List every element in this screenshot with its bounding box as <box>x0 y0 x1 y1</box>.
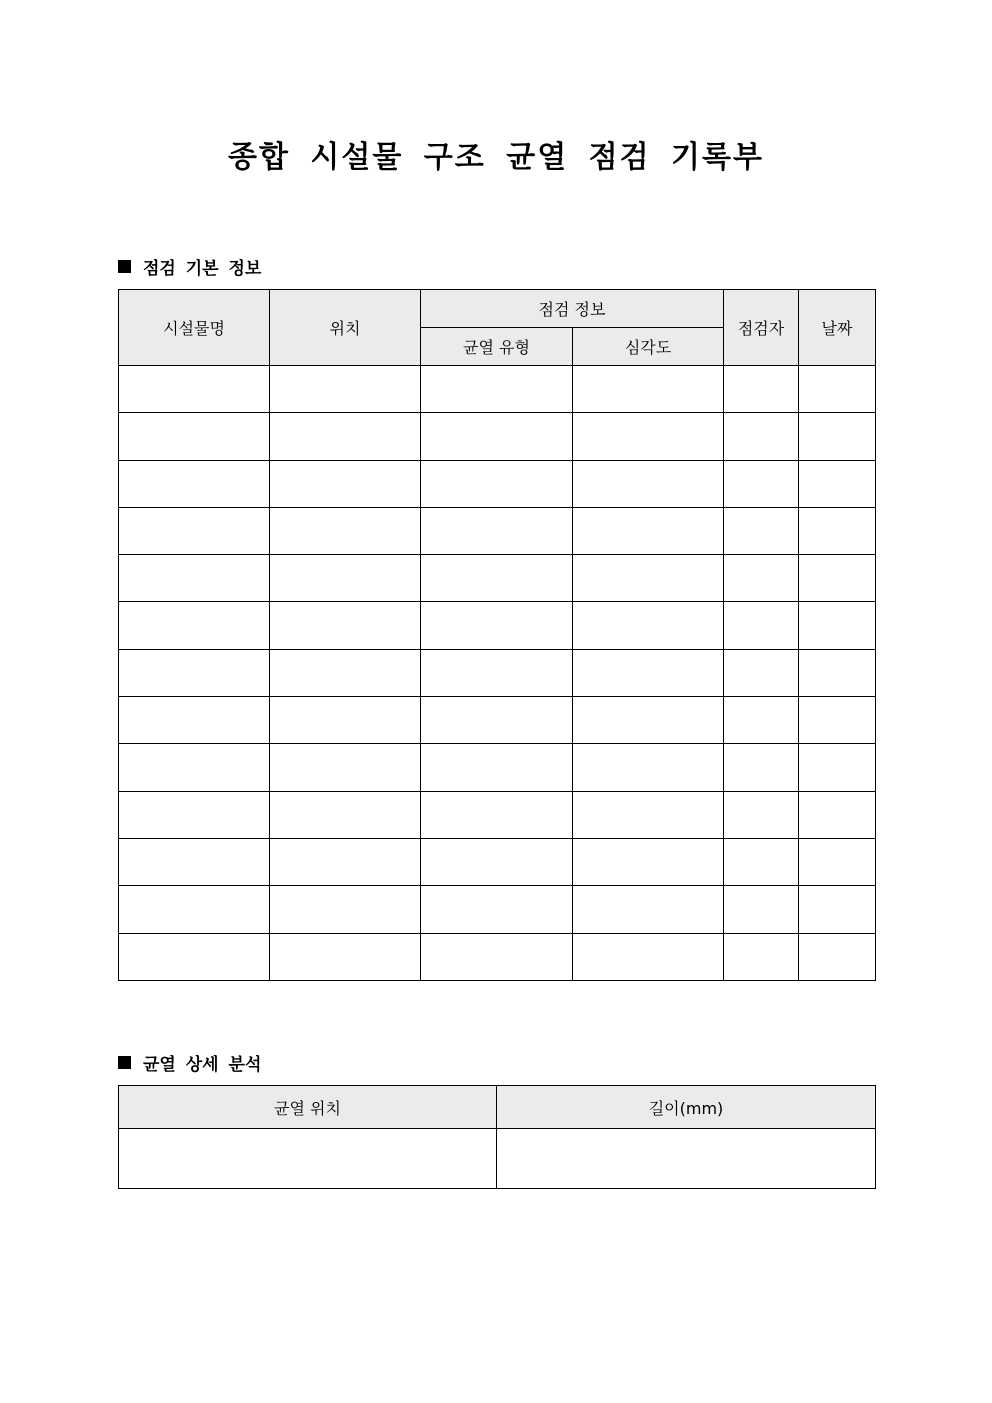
inspector-cell[interactable] <box>724 555 799 602</box>
section-heading-label: 점검 기본 정보 <box>143 259 262 279</box>
facility-name-cell[interactable] <box>119 649 270 696</box>
location-cell[interactable] <box>270 933 421 980</box>
date-cell[interactable] <box>799 838 876 885</box>
crack-type-cell[interactable] <box>421 744 573 791</box>
severity-cell[interactable] <box>573 555 724 602</box>
crack-type-cell[interactable] <box>421 649 573 696</box>
location-cell[interactable] <box>270 602 421 649</box>
page-title: 종합 시설물 구조 균열 점검 기록부 <box>228 140 764 175</box>
severity-cell[interactable] <box>573 838 724 885</box>
header-crack-type: 균열 유형 <box>421 328 573 366</box>
severity-cell[interactable] <box>573 744 724 791</box>
facility-name-cell[interactable] <box>119 933 270 980</box>
header-date: 날짜 <box>799 290 876 366</box>
crack-type-cell[interactable] <box>421 933 573 980</box>
section-heading-label: 균열 상세 분석 <box>143 1055 262 1075</box>
table-row <box>119 413 876 460</box>
inspector-cell[interactable] <box>724 838 799 885</box>
severity-cell[interactable] <box>573 886 724 933</box>
crack-type-cell[interactable] <box>421 838 573 885</box>
square-bullet-icon <box>118 1056 131 1069</box>
facility-name-cell[interactable] <box>119 413 270 460</box>
inspector-cell[interactable] <box>724 507 799 554</box>
header-location: 위치 <box>270 290 421 366</box>
header-facility-name: 시설물명 <box>119 290 270 366</box>
table-row <box>119 649 876 696</box>
date-cell[interactable] <box>799 555 876 602</box>
location-cell[interactable] <box>270 649 421 696</box>
square-bullet-icon <box>118 260 131 273</box>
facility-name-cell[interactable] <box>119 791 270 838</box>
table-row <box>119 791 876 838</box>
header-crack-location: 균열 위치 <box>119 1086 497 1129</box>
inspector-cell[interactable] <box>724 460 799 507</box>
severity-cell[interactable] <box>573 933 724 980</box>
table-row <box>119 366 876 413</box>
facility-name-cell[interactable] <box>119 697 270 744</box>
header-length-mm: 길이(mm) <box>497 1086 876 1129</box>
location-cell[interactable] <box>270 791 421 838</box>
severity-cell[interactable] <box>573 697 724 744</box>
crack-type-cell[interactable] <box>421 460 573 507</box>
table-row <box>119 697 876 744</box>
location-cell[interactable] <box>270 460 421 507</box>
crack-type-cell[interactable] <box>421 366 573 413</box>
section-heading-basic-info <box>118 254 261 279</box>
severity-cell[interactable] <box>573 602 724 649</box>
date-cell[interactable] <box>799 366 876 413</box>
length-cell[interactable] <box>497 1129 876 1189</box>
inspector-cell[interactable] <box>724 649 799 696</box>
header-inspection-info: 점검 정보 <box>421 290 724 328</box>
severity-cell[interactable] <box>573 366 724 413</box>
date-cell[interactable] <box>799 791 876 838</box>
location-cell[interactable] <box>270 838 421 885</box>
inspector-cell[interactable] <box>724 413 799 460</box>
crack-type-cell[interactable] <box>421 697 573 744</box>
severity-cell[interactable] <box>573 413 724 460</box>
header-inspector: 점검자 <box>724 290 799 366</box>
crack-location-cell[interactable] <box>119 1129 497 1189</box>
inspector-cell[interactable] <box>724 744 799 791</box>
inspection-table-body <box>119 366 876 981</box>
location-cell[interactable] <box>270 744 421 791</box>
location-cell[interactable] <box>270 413 421 460</box>
date-cell[interactable] <box>799 933 876 980</box>
location-cell[interactable] <box>270 507 421 554</box>
crack-type-cell[interactable] <box>421 507 573 554</box>
inspection-basic-info-table <box>118 289 876 981</box>
location-cell[interactable] <box>270 555 421 602</box>
inspector-cell[interactable] <box>724 886 799 933</box>
crack-type-cell[interactable] <box>421 555 573 602</box>
severity-cell[interactable] <box>573 460 724 507</box>
date-cell[interactable] <box>799 460 876 507</box>
inspector-cell[interactable] <box>724 697 799 744</box>
facility-name-cell[interactable] <box>119 744 270 791</box>
crack-type-cell[interactable] <box>421 602 573 649</box>
inspector-cell[interactable] <box>724 366 799 413</box>
location-cell[interactable] <box>270 886 421 933</box>
date-cell[interactable] <box>799 602 876 649</box>
facility-name-cell[interactable] <box>119 555 270 602</box>
date-cell[interactable] <box>799 744 876 791</box>
location-cell[interactable] <box>270 366 421 413</box>
table-row <box>119 602 876 649</box>
table-row <box>119 744 876 791</box>
section-heading-crack-detail <box>118 1050 261 1075</box>
date-cell[interactable] <box>799 649 876 696</box>
crack-type-cell[interactable] <box>421 791 573 838</box>
facility-name-cell[interactable] <box>119 460 270 507</box>
date-cell[interactable] <box>799 886 876 933</box>
facility-name-cell[interactable] <box>119 507 270 554</box>
date-cell[interactable] <box>799 413 876 460</box>
inspector-cell[interactable] <box>724 791 799 838</box>
facility-name-cell[interactable] <box>119 602 270 649</box>
crack-detail-table <box>118 1085 876 1189</box>
table-row <box>119 933 876 980</box>
crack-type-cell[interactable] <box>421 413 573 460</box>
severity-cell[interactable] <box>573 791 724 838</box>
severity-cell[interactable] <box>573 649 724 696</box>
location-cell[interactable] <box>270 697 421 744</box>
crack-type-cell[interactable] <box>421 886 573 933</box>
severity-cell[interactable] <box>573 507 724 554</box>
facility-name-cell[interactable] <box>119 838 270 885</box>
header-severity: 심각도 <box>573 328 724 366</box>
table-row <box>119 838 876 885</box>
table-row <box>119 886 876 933</box>
inspector-cell[interactable] <box>724 602 799 649</box>
table-row <box>119 460 876 507</box>
facility-name-cell[interactable] <box>119 886 270 933</box>
table-row <box>119 507 876 554</box>
table-row <box>119 555 876 602</box>
date-cell[interactable] <box>799 507 876 554</box>
inspector-cell[interactable] <box>724 933 799 980</box>
facility-name-cell[interactable] <box>119 366 270 413</box>
date-cell[interactable] <box>799 697 876 744</box>
